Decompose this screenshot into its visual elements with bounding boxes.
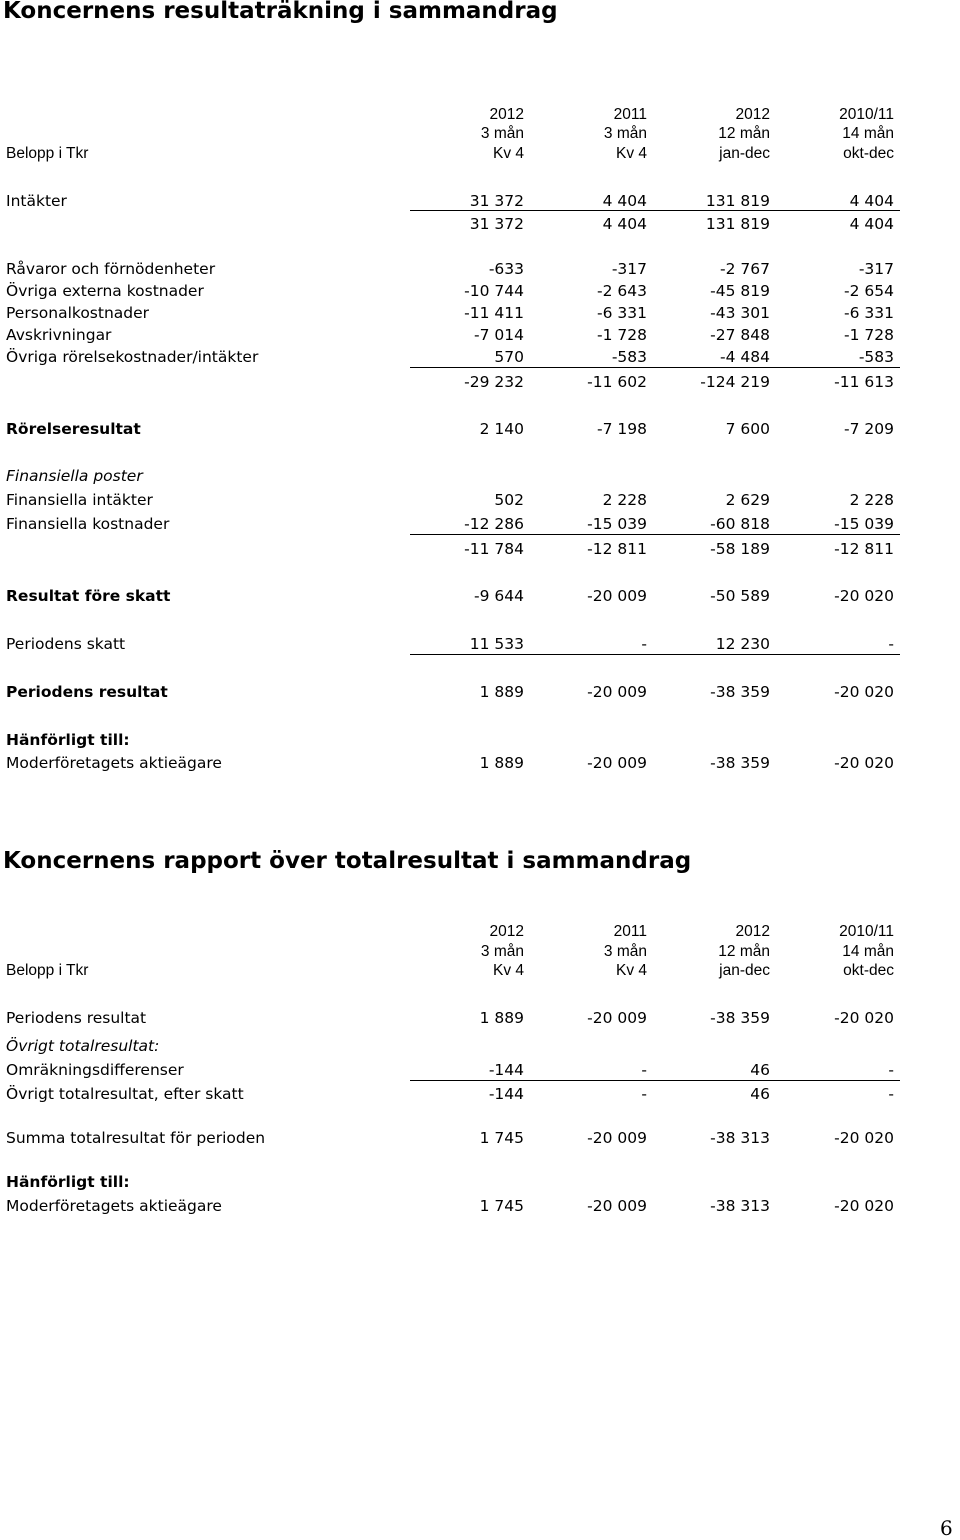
row-value: -50 589 [710,587,770,605]
row-value: -20 009 [587,1009,647,1027]
header-label: Belopp i Tkr [6,145,89,162]
row-value: -7 014 [474,326,524,344]
subtotal-row [0,372,960,392]
header-year: 2012 [735,106,770,123]
row-value: -11 602 [587,373,647,391]
header-range: Kv 4 [492,962,524,979]
header-label: Belopp i Tkr [6,962,89,979]
row-value: -43 301 [710,304,770,322]
row-value: -20 020 [834,1197,894,1215]
row-value: -20 020 [834,1009,894,1027]
row-value: -20 009 [587,683,647,701]
row-value: -11 784 [464,540,524,558]
header-periods-row [0,124,960,144]
row-value: -583 [611,348,647,366]
row-value: -1 728 [844,326,894,344]
row-value: -60 818 [710,515,770,533]
row-value: 4 404 [849,192,894,210]
header-year: 2011 [613,923,647,940]
row-value: -12 811 [834,540,894,558]
row-value: 570 [494,348,524,366]
row-value: -144 [488,1061,524,1079]
header-year: 2012 [489,106,524,123]
underline-divider [410,654,900,655]
row-value: -6 331 [597,304,647,322]
header-year: 2012 [489,923,524,940]
row-value: - [641,635,647,653]
table-row [0,281,960,301]
row-label: Personalkostnader [6,304,150,322]
row-value: -1 728 [597,326,647,344]
row-label: Rörelseresultat [6,420,141,438]
header-period: 14 mån [842,125,894,142]
row-value: 7 600 [725,420,770,438]
section-heading-row [0,1172,960,1192]
row-value: -38 359 [710,1009,770,1027]
row-value: -20 009 [587,1129,647,1147]
row-value: 2 228 [849,491,894,509]
section1-title: Koncernens resultaträkning i sammandrag [3,0,558,24]
header-range: Kv 4 [615,962,647,979]
row-value: -2 643 [597,282,647,300]
subtotal-row [0,539,960,559]
table-row [0,1060,960,1080]
row-value: 1 889 [479,754,524,772]
row-value: -45 819 [710,282,770,300]
row-value: 4 404 [849,215,894,233]
row-value: -4 484 [720,348,770,366]
header-year: 2010/11 [839,923,894,940]
row-value: -317 [858,260,894,278]
row-label: Finansiella intäkter [6,491,153,509]
row-value: -7 209 [844,420,894,438]
row-value: -20 020 [834,683,894,701]
row-value: 46 [750,1085,770,1103]
row-value: 31 372 [469,192,524,210]
row-value: 4 404 [602,192,647,210]
row-value: 4 404 [602,215,647,233]
table-row [0,325,960,345]
row-value: 1 745 [479,1197,524,1215]
header-period: 12 mån [718,943,770,960]
row-value: - [888,1061,894,1079]
row-value: -7 198 [597,420,647,438]
header-range: Kv 4 [615,145,647,162]
table-row [0,191,960,211]
row-value: 12 230 [715,635,770,653]
row-label: Intäkter [6,192,67,210]
table-row [0,682,960,702]
row-value: -633 [488,260,524,278]
header-ranges-row [0,144,960,164]
header-period: 3 mån [603,125,647,142]
table-row [0,303,960,323]
row-label: Råvaror och förnödenheter [6,260,216,278]
row-value: 502 [494,491,524,509]
row-value: 1 745 [479,1129,524,1147]
row-value: -20 020 [834,1129,894,1147]
row-label: Övrigt totalresultat, efter skatt [6,1085,244,1103]
header-year: 2010/11 [839,106,894,123]
row-value: -9 644 [474,587,524,605]
row-label: Periodens skatt [6,635,126,653]
header-range: Kv 4 [492,145,524,162]
section-heading-row [0,466,960,486]
row-value: 131 819 [705,192,770,210]
table-row [0,514,960,534]
row-value: -15 039 [834,515,894,533]
header-period: 3 mån [480,125,524,142]
table-row [0,419,960,439]
header-period: 12 mån [718,125,770,142]
table-row [0,259,960,279]
table-row [0,1008,960,1028]
underline-divider [410,534,900,535]
section-heading-row [0,1036,960,1056]
row-value: 31 372 [469,215,524,233]
row-label: Omräkningsdifferenser [6,1061,184,1079]
row-value: -38 359 [710,754,770,772]
section-heading-row [0,730,960,750]
underline-divider [410,210,900,211]
row-value: -11 613 [834,373,894,391]
section2-title: Koncernens rapport över totalresultat i sammandrag [3,848,692,874]
row-label: Övrigt totalresultat: [6,1037,160,1055]
row-value: 46 [750,1061,770,1079]
header-period: 3 mån [480,943,524,960]
row-value: -12 811 [587,540,647,558]
row-value: 131 819 [705,215,770,233]
row-value: -144 [488,1085,524,1103]
table-row [0,753,960,773]
row-label: Övriga rörelsekostnader/intäkter [6,348,259,366]
table-row [0,347,960,367]
row-label: Moderföretagets aktieägare [6,754,222,772]
table-row [0,1128,960,1148]
row-value: -2 767 [720,260,770,278]
row-value: -15 039 [587,515,647,533]
row-value: -20 020 [834,587,894,605]
row-value: -124 219 [700,373,770,391]
row-value: -20 009 [587,754,647,772]
row-label: Summa totalresultat för perioden [6,1129,266,1147]
table-row [0,490,960,510]
header-year: 2011 [613,106,647,123]
row-value: -2 654 [844,282,894,300]
header-year: 2012 [735,923,770,940]
underline-divider [410,367,900,368]
row-value: -12 286 [464,515,524,533]
header-range: okt-dec [843,145,894,162]
row-value: -38 313 [710,1197,770,1215]
row-label: Finansiella kostnader [6,515,170,533]
table-row [0,586,960,606]
row-value: 2 228 [602,491,647,509]
row-value: -10 744 [464,282,524,300]
row-value: -38 359 [710,683,770,701]
row-value: -20 009 [587,1197,647,1215]
table-row [0,1196,960,1216]
header-years-row [0,105,960,125]
header-range: jan-dec [719,145,770,162]
row-value: -20 009 [587,587,647,605]
row-value: -583 [858,348,894,366]
row-value: 1 889 [479,683,524,701]
row-value: -20 020 [834,754,894,772]
header-period: 14 mån [842,943,894,960]
row-value: -317 [611,260,647,278]
header-periods-row [0,942,960,962]
header-ranges-row [0,961,960,981]
row-value: -27 848 [710,326,770,344]
row-label: Periodens resultat [6,1009,147,1027]
row-label: Övriga externa kostnader [6,282,204,300]
row-value: 11 533 [469,635,524,653]
row-label: Finansiella poster [6,467,143,485]
row-value: -6 331 [844,304,894,322]
row-value: 1 889 [479,1009,524,1027]
row-value: - [641,1061,647,1079]
row-label: Hänförligt till: [6,1173,130,1191]
row-value: - [641,1085,647,1103]
row-value: -29 232 [464,373,524,391]
header-period: 3 mån [603,943,647,960]
row-value: -11 411 [464,304,524,322]
underline-divider [410,1080,900,1081]
subtotal-row [0,214,960,234]
row-label: Periodens resultat [6,683,168,701]
row-label: Hänförligt till: [6,731,130,749]
table-row [0,1084,960,1104]
row-label: Resultat före skatt [6,587,171,605]
row-label: Avskrivningar [6,326,112,344]
header-range: okt-dec [843,962,894,979]
header-years-row [0,922,960,942]
row-value: - [888,635,894,653]
row-value: -38 313 [710,1129,770,1147]
row-value: - [888,1085,894,1103]
row-label: Moderföretagets aktieägare [6,1197,222,1215]
row-value: 2 140 [479,420,524,438]
row-value: 2 629 [725,491,770,509]
page-number: 6 [940,1516,953,1540]
row-value: -58 189 [710,540,770,558]
header-range: jan-dec [719,962,770,979]
table-row [0,634,960,654]
